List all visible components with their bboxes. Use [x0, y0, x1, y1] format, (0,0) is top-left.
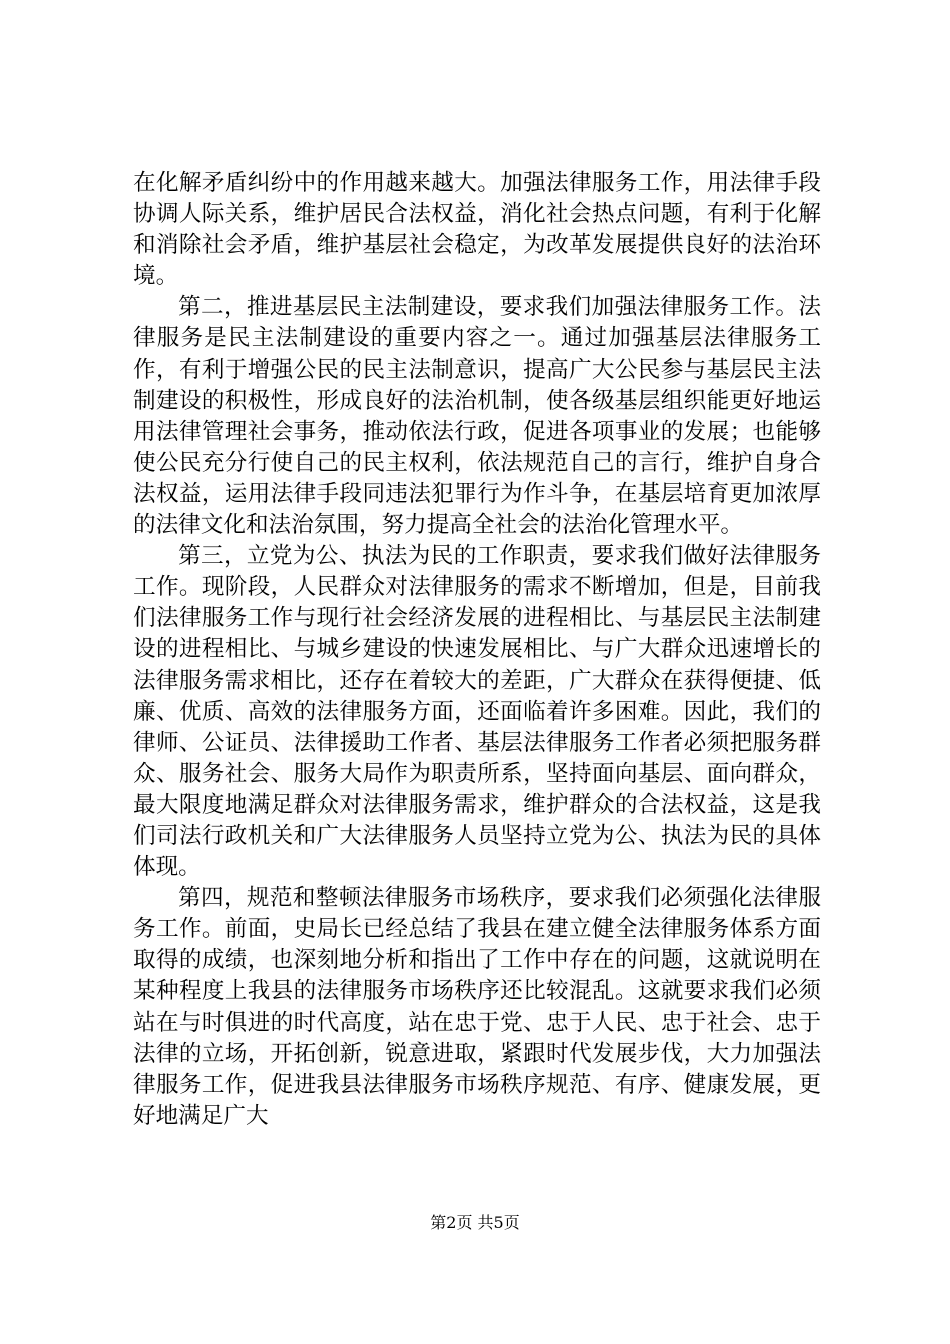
paragraph-third: 第三，立党为公、执法为民的工作职责，要求我们做好法律服务工作。现阶段，人民群众对法律服务的需求不断增加，但是，目前我们法律服务工作与现行社会经济发展的进程相比、与基层民主法制建设的进程相比、与城乡建设的快速发展相比、与广大群众迅速增长的法律服务需求相比，还存在着较大的差距，广大群众在获得便捷、低廉、优质、高效的法律服务方面，还面临着许多困难。因此，我们的律师、公证员、法律援助工作者、基层法律服务工作者必须把服务群众、服务社会、服务大局作为职责所系，坚持面向基层、面向群众，最大限度地满足群众对法律服务需求，维护群众的合法权益，这是我们司法行政机关和广大法律服务人员坚持立党为公、执法为民的具体体现。	[133, 543, 821, 881]
paragraph-second: 第二，推进基层民主法制建设，要求我们加强法律服务工作。法律服务是民主法制建设的重要内容之一。通过加强基层法律服务工作，有利于增强公民的民主法制意识，提高广大公民参与基层民主法制建设的积极性，形成良好的法治机制，使各级基层组织能更好地运用法律管理社会事务，推动依法行政，促进各项事业的发展；也能够使公民充分行使自己的民主权利，依法规范自己的言行，维护自身合法权益，运用法律手段同违法犯罪行为作斗争，在基层培育更加浓厚的法律文化和法治氛围，努力提高全社会的法治化管理水平。	[133, 294, 821, 539]
paragraph-fourth: 第四，规范和整顿法律服务市场秩序，要求我们必须强化法律服务工作。前面，史局长已经总结了我县在建立健全法律服务体系方面取得的成绩，也深刻地分析和指出了工作中存在的问题，这就说明在某种程度上我县的法律服务市场秩序还比较混乱。这就要求我们必须站在与时俱进的时代高度，站在忠于党、忠于人民、忠于社会、忠于法律的立场，开拓创新，锐意进取，紧跟时代发展步伐，大力加强法律服务工作，促进我县法律服务市场秩序规范、有序、健康发展，更好地满足广大	[133, 885, 821, 1129]
paragraph-continuation: 在化解矛盾纠纷中的作用越来越大。加强法律服务工作，用法律手段协调人际关系，维护居民合法权益，消化社会热点问题，有利于化解和消除社会矛盾，维护基层社会稳定，为改革发展提供良好的法治环境。	[133, 170, 821, 290]
page-number-footer: 第2页 共5页	[430, 1213, 520, 1232]
document-body	[133, 168, 821, 1132]
